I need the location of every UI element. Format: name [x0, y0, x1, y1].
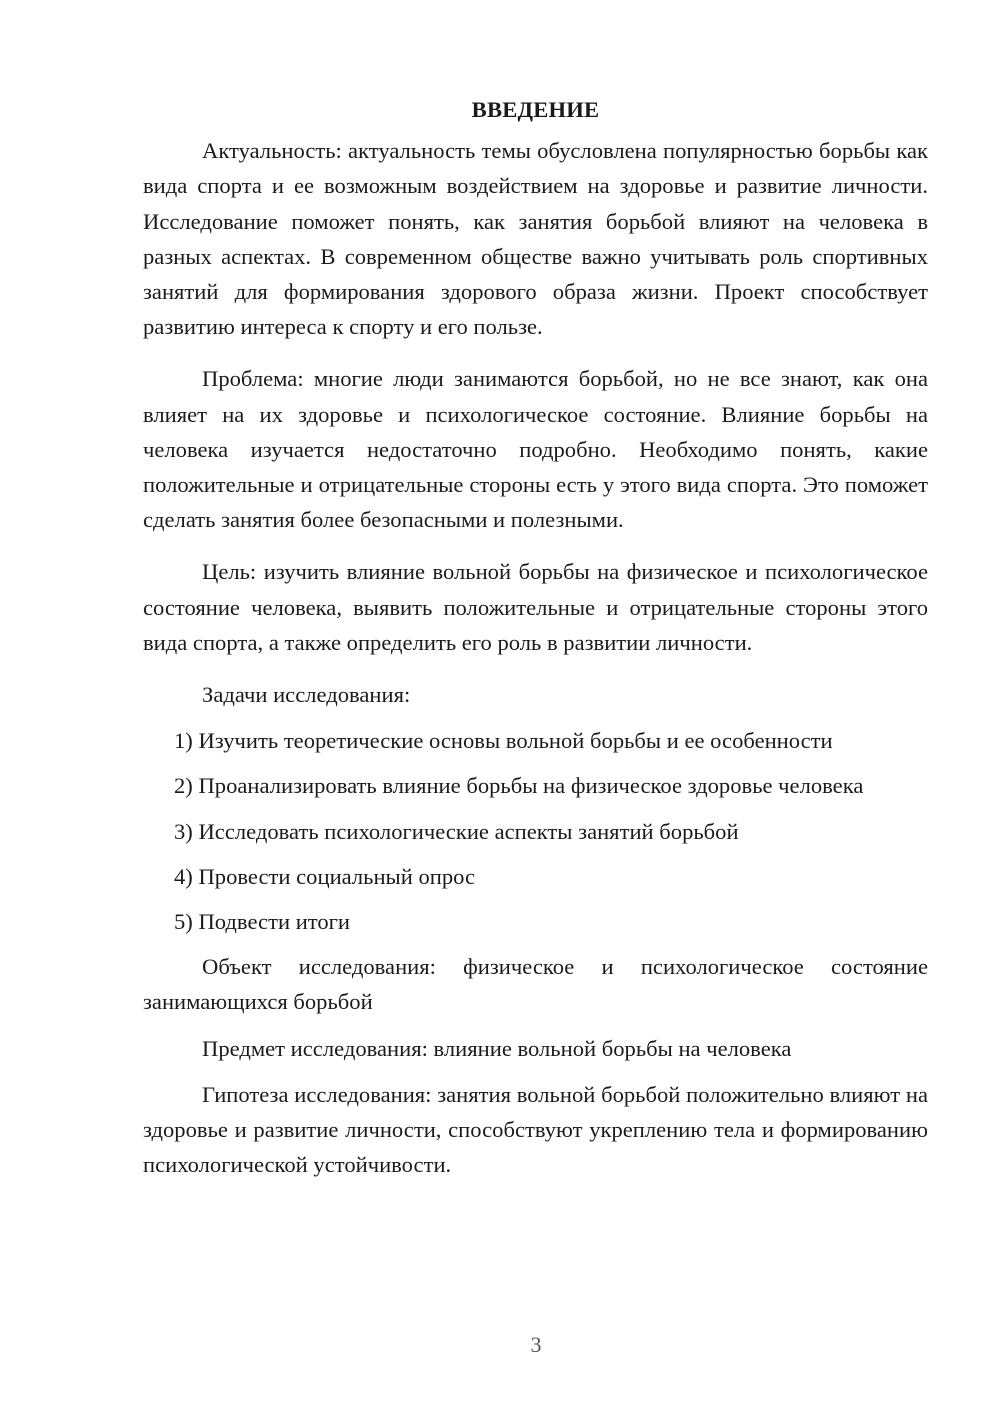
tasks-heading: Задачи исследования:: [202, 682, 411, 708]
list-item: 1) Изучить теоретические основы вольной борьбы и ее особенности: [174, 728, 833, 754]
object-paragraph: Объект исследования: физическое и психологическое состояние занимающихся борьбой: [143, 954, 928, 1015]
hypothesis-paragraph: Гипотеза исследования: занятия вольной борьбой положительно влияют на здоровье и развитие личности, способствуют укреплению тела и формированию психологической устойчивости.: [143, 1081, 928, 1178]
problem-paragraph: Проблема: многие люди занимаются борьбой, но не все знают, как она влияет на их здоровье и психологическое состояние. Влияние борьбы на человека изучается недостаточно подробно. Необходимо понять, какие положительные и отрицательные стороны есть у этого вида спорта. Это поможет сделать занятия более безопасными и полезными.: [143, 366, 928, 533]
page-number: 3: [530, 1332, 542, 1357]
document-page: [143, 92, 928, 1193]
subject-paragraph: Предмет исследования: влияние вольной борьбы на человека: [202, 1035, 792, 1061]
list-item: 5) Подвести итоги: [174, 909, 351, 935]
list-item: 2) Проанализировать влияние борьбы на физическое здоровье человека: [174, 773, 864, 799]
list-item: 3) Исследовать психологические аспекты занятий борьбой: [174, 818, 739, 844]
goal-paragraph: Цель: изучить влияние вольной борьбы на физическое и психологическое состояние человека, выявить положительные и отрицательные стороны этого вида спорта, а также определить его роль в развитии личности.: [143, 559, 928, 655]
relevance-paragraph: Актуальность: актуальность темы обусловлена популярностью борьбы как вида спорта и ее возможным воздействием на здоровье и развитие личности. Исследование поможет понять, как занятия борьбой влияют на человека в разных аспектах. В современном обществе важно учитывать роль спортивных занятий для формирования здорового образа жизни. Проект способствует развитию интереса к спорту и его пользе.: [143, 138, 928, 340]
section-title: ВВЕДЕНИЕ: [471, 97, 600, 122]
tasks-list: [143, 723, 928, 939]
list-item: 4) Провести социальный опрос: [174, 863, 476, 889]
